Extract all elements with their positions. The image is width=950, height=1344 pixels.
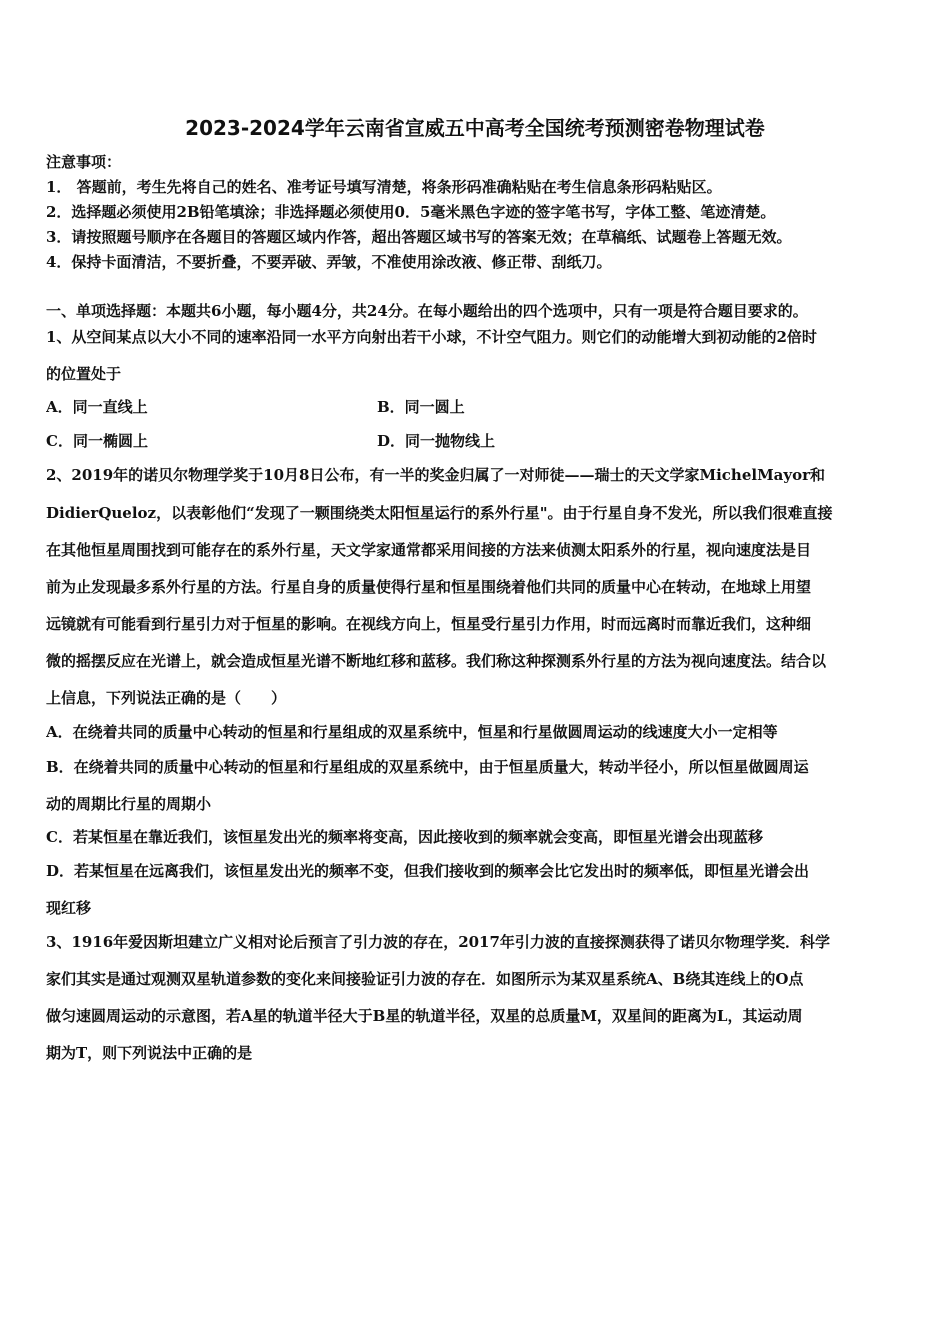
q1-stem-line-2: 的位置处于: [46, 365, 122, 383]
q3-stem-line-3: 做匀速圆周运动的示意图，若A星的轨道半径大于B星的轨道半径，双星的总质量M，双星间的距离为L，其运动周: [46, 1007, 803, 1025]
q2-stem-line-1: 2、2019年的诺贝尔物理学奖于10月8日公布，有一半的奖金归属了一对师徒——瑞士的天文学家MichelMayor和: [46, 466, 826, 484]
q2-stem-line-4: 前为止发现最多系外行星的方法。行星自身的质量使得行星和恒星围绕着他们共同的质量中心在转动，在地球上用望: [46, 578, 812, 596]
q2-stem-line-3: 在其他恒星周围找到可能存在的系外行星，天文学家通常都采用间接的方法来侦测太阳系外的行星，视向速度法是目: [46, 541, 812, 559]
notice-item-3: 3．请按照题号顺序在各题目的答题区域内作答，超出答题区域书写的答案无效；在草稿纸、试题卷上答题无效。: [46, 228, 792, 246]
q2-stem-line-2: DidierQueloz，以表彰他们“发现了一颗围绕类太阳恒星运行的系外行星"。由于行星自身不发光，所以我们很难直接: [46, 504, 833, 522]
q1-option-d: D．同一抛物线上: [377, 432, 496, 450]
q2-stem-line-7: 上信息，下列说法正确的是（ ）: [46, 689, 287, 707]
q3-stem-line-1: 3、1916年爱因斯坦建立广义相对论后预言了引力波的存在，2017年引力波的直接探测获得了诺贝尔物理学奖．科学: [46, 933, 830, 951]
notice-item-1: 1． 答题前，考生先将自己的姓名、准考证号填写清楚，将条形码准确粘贴在考生信息条形码粘贴区。: [46, 178, 722, 196]
q2-stem-line-6: 微的摇摆反应在光谱上，就会造成恒星光谱不断地红移和蓝移。我们称这种探测系外行星的方法为视向速度法。结合以: [46, 652, 827, 670]
q1-option-b: B．同一圆上: [377, 398, 465, 416]
q2-option-b-line-1: B．在绕着共同的质量中心转动的恒星和行星组成的双星系统中，由于恒星质量大，转动半径小，所以恒星做圆周运: [46, 758, 809, 776]
q1-stem-line-1: 1、从空间某点以大小不同的速率沿同一水平方向射出若干小球，不计空气阻力。则它们的动能增大到初动能的2倍时: [46, 328, 817, 346]
q2-option-b-line-2: 动的周期比行星的周期小: [46, 795, 212, 813]
q2-option-d-line-2: 现红移: [46, 899, 92, 917]
notice-heading: 注意事项：: [46, 153, 122, 171]
section-header: 一、单项选择题：本题共6小题，每小题4分，共24分。在每小题给出的四个选项中，只有一项是符合题目要求的。: [46, 302, 808, 320]
q2-stem-line-5: 远镜就有可能看到行星引力对于恒星的影响。在视线方向上，恒星受行星引力作用，时而远离时而靠近我们，这种细: [46, 615, 812, 633]
q3-stem-line-4: 期为T，则下列说法中正确的是: [46, 1044, 253, 1062]
notice-item-2: 2．选择题必须使用2B铅笔填涂；非选择题必须使用0．5毫米黑色字迹的签字笔书写，字体工整、笔迹清楚。: [46, 203, 776, 221]
q1-option-a: A．同一直线上: [46, 398, 148, 416]
q2-option-c: C．若某恒星在靠近我们，该恒星发出光的频率将变高，因此接收到的频率就会变高，即恒星光谱会出现蓝移: [46, 828, 763, 846]
page-title: 2023-2024学年云南省宣威五中高考全国统考预测密卷物理试卷: [185, 116, 765, 140]
q1-option-c: C．同一椭圆上: [46, 432, 148, 450]
q2-option-a: A．在绕着共同的质量中心转动的恒星和行星组成的双星系统中，恒星和行星做圆周运动的线速度大小一定相等: [46, 723, 778, 741]
q2-option-d-line-1: D．若某恒星在远离我们，该恒星发出光的频率不变，但我们接收到的频率会比它发出时的频率低，即恒星光谱会出: [46, 862, 810, 880]
notice-item-4: 4．保持卡面清洁，不要折叠，不要弄破、弄皱，不准使用涂改液、修正带、刮纸刀。: [46, 253, 612, 271]
q3-stem-line-2: 家们其实是通过观测双星轨道参数的变化来间接验证引力波的存在．如图所示为某双星系统A、B绕其连线上的O点: [46, 970, 804, 988]
